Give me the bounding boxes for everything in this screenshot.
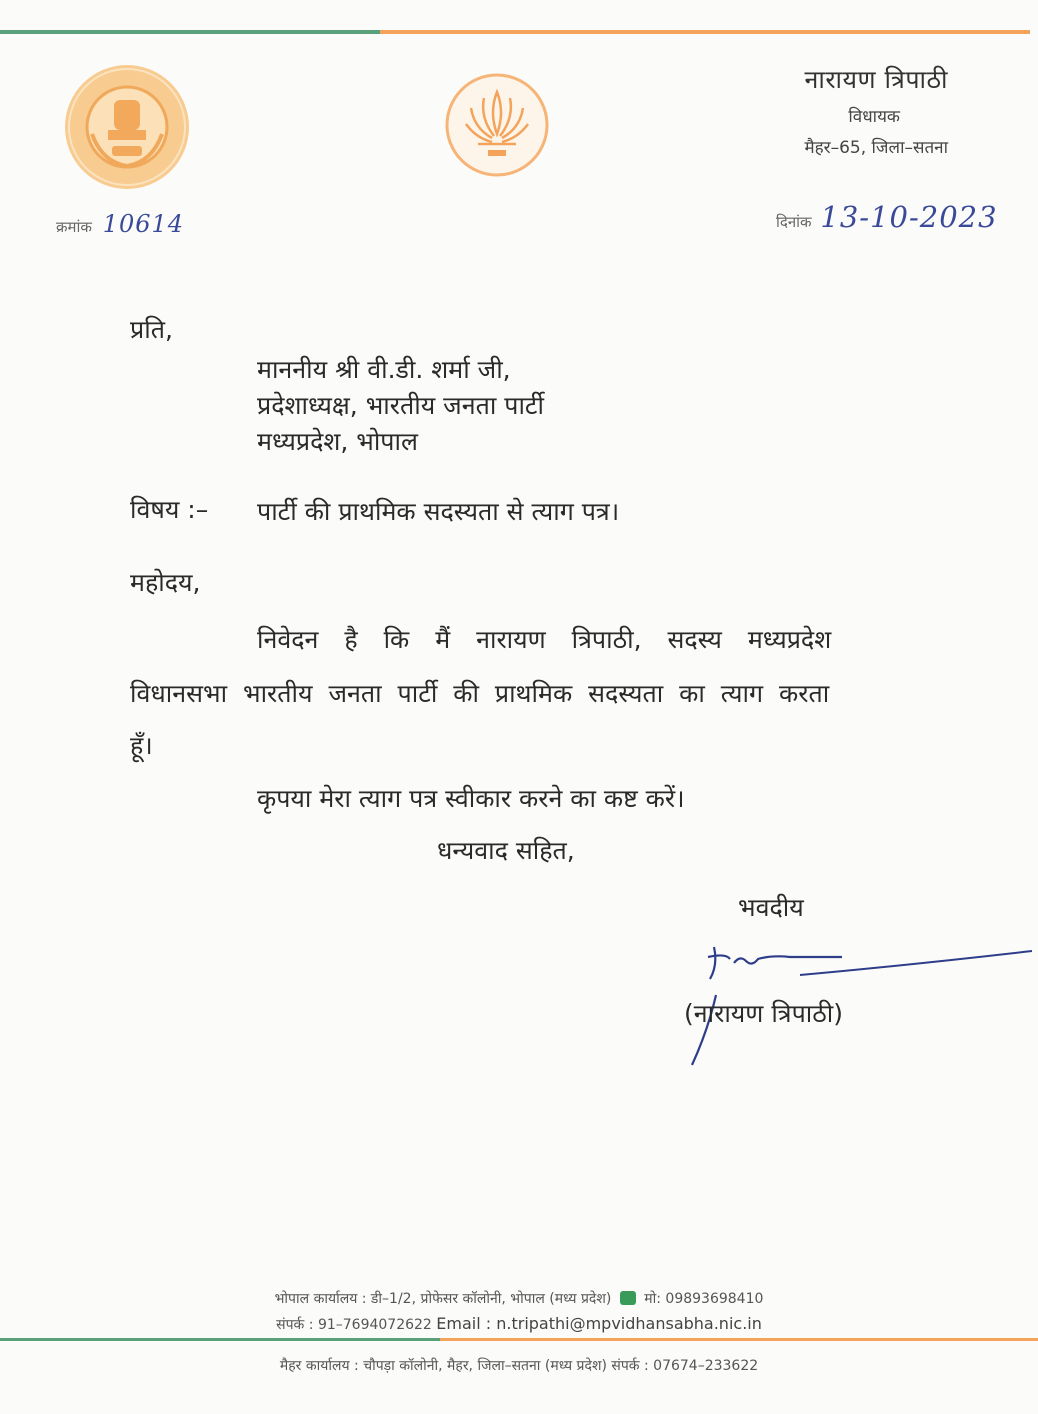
subject-label: विषय :– bbox=[130, 495, 209, 524]
footer-contact-row bbox=[0, 1314, 1038, 1334]
contact-label: संपर्क : bbox=[276, 1317, 314, 1333]
letterhead-constituency: मैहर–65, जिला–सतना bbox=[804, 138, 948, 158]
reference-number bbox=[56, 210, 184, 238]
date-value: 13-10-2023 bbox=[820, 200, 998, 234]
bhopal-office-address: भोपाल कार्यालय : डी–1/2, प्रोफेसर कॉलोनी, भोपाल (मध्य प्रदेश) bbox=[274, 1291, 612, 1307]
lotus-logo-icon bbox=[444, 72, 550, 178]
thanks-line: धन्यवाद सहित, bbox=[437, 836, 575, 865]
footer-maihar-office: मैहर कार्यालय : चौपड़ा कॉलोनी, मैहर, जिला–सतना (मध्य प्रदेश) संपर्क : 07674–233622 bbox=[279, 1358, 759, 1374]
mobile-number: मो: 09893698410 bbox=[644, 1291, 764, 1307]
vidhan-sabha-seal-icon bbox=[62, 62, 192, 192]
to-label: प्रति, bbox=[130, 315, 173, 344]
whatsapp-icon bbox=[620, 1291, 636, 1305]
footer-bhopal-office bbox=[0, 1289, 1038, 1308]
addressee-line-1: माननीय श्री वी.डी. शर्मा जी, bbox=[257, 355, 511, 384]
contact-number: 91–7694072622 bbox=[317, 1317, 432, 1333]
greeting: महोदय, bbox=[130, 568, 201, 597]
ref-label: क्रमांक bbox=[56, 218, 92, 236]
letterhead-name: नारायण त्रिपाठी bbox=[804, 65, 948, 94]
request-line: कृपया मेरा त्याग पत्र स्वीकार करने का कष्ट करें। bbox=[257, 784, 685, 813]
addressee-line-3: मध्यप्रदेश, भोपाल bbox=[257, 427, 418, 456]
subject-text: पार्टी की प्राथमिक सदस्यता से त्याग पत्र। bbox=[257, 497, 620, 526]
ref-value: 10614 bbox=[102, 210, 185, 238]
letterhead-block bbox=[804, 62, 948, 158]
letter-date bbox=[776, 200, 998, 234]
addressee-line-2: प्रदेशाध्यक्ष, भारतीय जनता पार्टी bbox=[257, 391, 544, 420]
footer-rule bbox=[0, 1338, 1038, 1341]
signatory-name: (नारायण त्रिपाठी) bbox=[684, 999, 844, 1028]
closing: भवदीय bbox=[738, 893, 804, 922]
top-rule bbox=[0, 30, 1030, 34]
date-label: दिनांक bbox=[776, 213, 812, 231]
email-text: Email : n.tripathi@mpvidhansabha.nic.in bbox=[436, 1314, 762, 1333]
body-line-1: निवेदन है कि मैं नारायण त्रिपाठी, सदस्य मध्यप्रदेश bbox=[257, 625, 832, 654]
letterhead-designation: विधायक bbox=[848, 107, 900, 127]
body-line-2: विधानसभा भारतीय जनता पार्टी की प्राथमिक सदस्यता का त्याग करता bbox=[130, 679, 830, 708]
body-line-3: हूँ। bbox=[130, 731, 153, 760]
